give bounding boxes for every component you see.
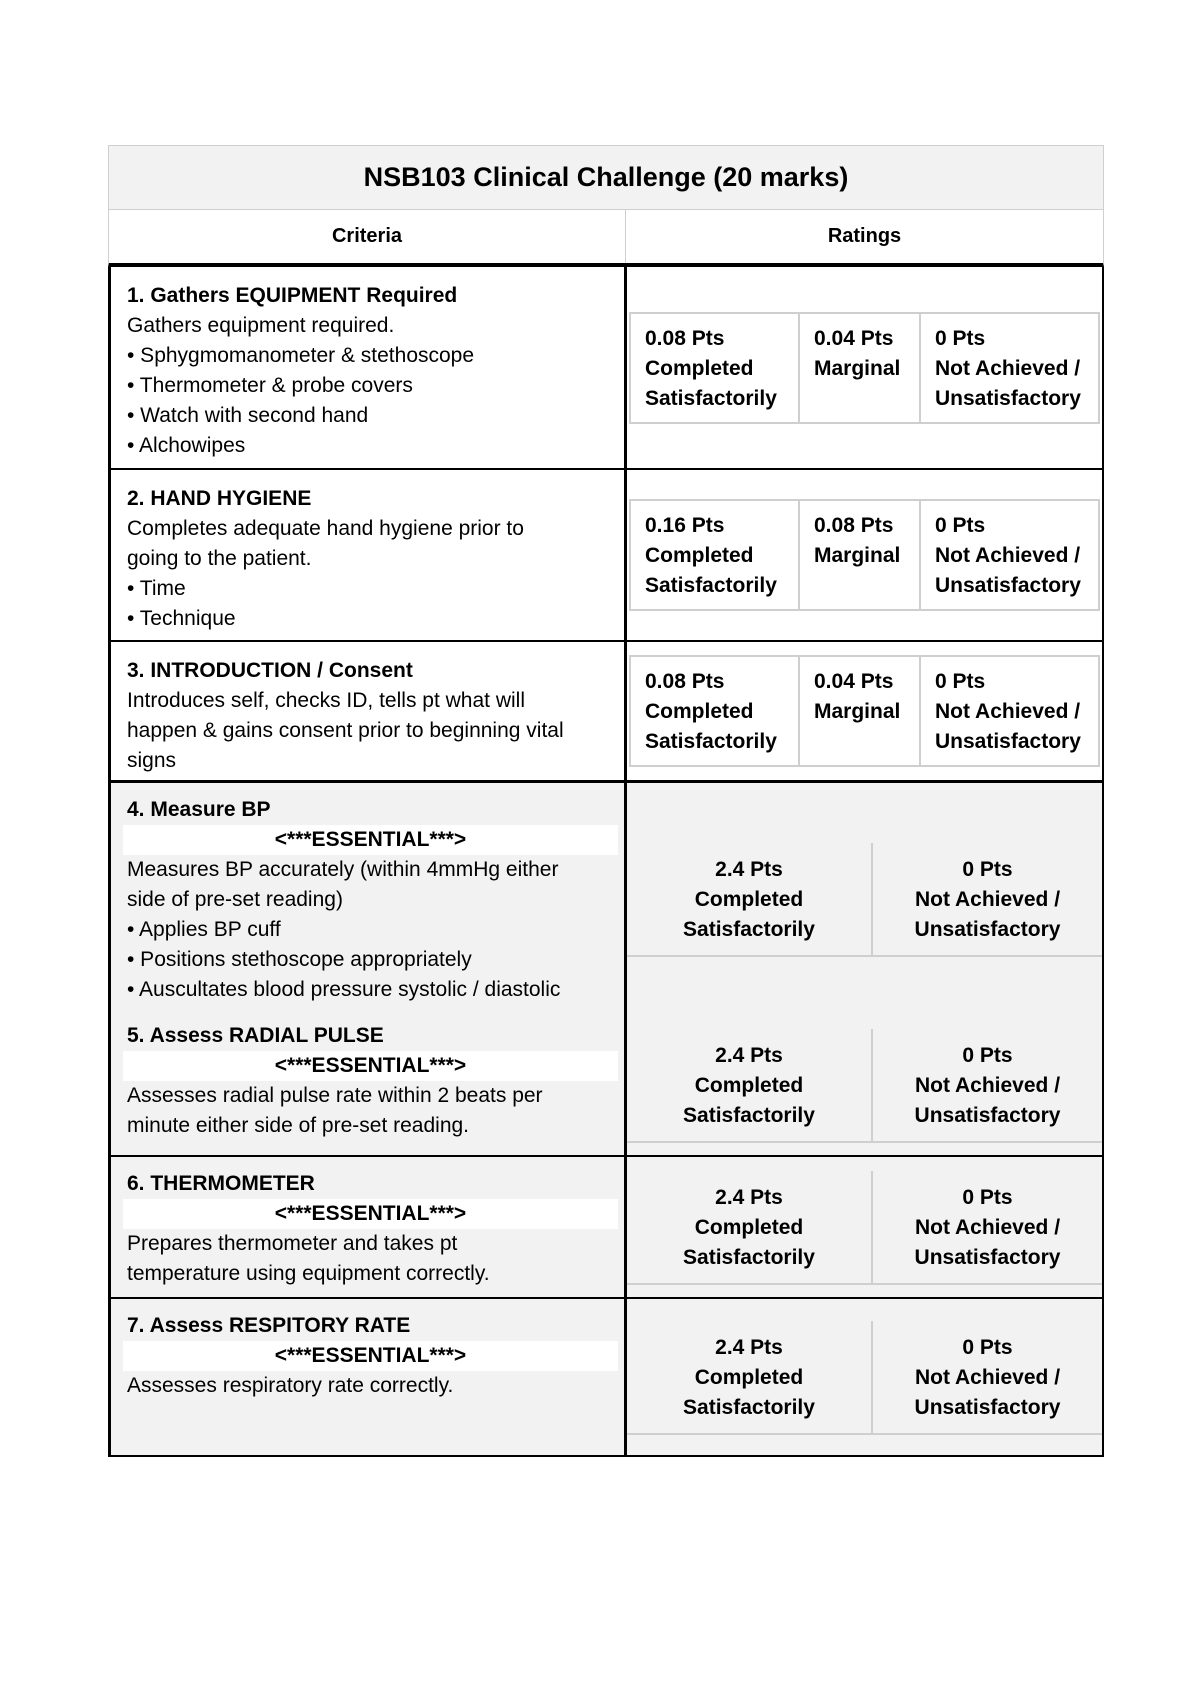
rating-option xyxy=(800,657,921,765)
rating-label: Satisfactorily xyxy=(683,1396,815,1419)
rating-label: Unsatisfactory xyxy=(914,1104,1061,1127)
rating-label: Satisfactorily xyxy=(645,730,777,753)
ratings-header: Ratings xyxy=(827,225,902,247)
rating-cells xyxy=(627,470,1102,640)
rating-points: 0 Pts xyxy=(962,858,1013,881)
rating-label: Unsatisfactory xyxy=(935,574,1081,597)
criterion-row-2 xyxy=(108,470,1104,642)
rating-label: Not Achieved / xyxy=(914,1216,1061,1239)
criterion-line: • Thermometer & probe covers xyxy=(127,374,413,397)
criterion-name: 5. Assess RADIAL PULSE xyxy=(127,1024,384,1047)
rating-option xyxy=(631,657,800,765)
criterion-line: • Auscultates blood pressure systolic / diastolic xyxy=(127,978,561,1001)
rating-label: Completed xyxy=(645,544,754,567)
rating-points: 2.4 Pts xyxy=(715,1186,783,1209)
criterion-line: Assesses respiratory rate correctly. xyxy=(127,1374,454,1397)
rating-points: 0 Pts xyxy=(962,1336,1013,1359)
rating-label: Marginal xyxy=(814,356,901,380)
criterion-text xyxy=(111,1299,627,1455)
criterion-name: 2. HAND HYGIENE xyxy=(127,487,312,510)
rating-label: Completed xyxy=(694,1216,804,1239)
rating-label: Not Achieved / xyxy=(914,1366,1061,1389)
rating-group xyxy=(627,1029,1102,1143)
criterion-text xyxy=(111,267,627,468)
rating-option xyxy=(800,314,921,422)
rating-label: Satisfactorily xyxy=(683,1104,815,1127)
rating-label: Not Achieved / xyxy=(914,888,1061,911)
rating-label: Unsatisfactory xyxy=(914,918,1061,941)
rating-cells xyxy=(627,783,1102,1155)
criterion-name: 1. Gathers EQUIPMENT Required xyxy=(127,284,458,307)
rating-cells xyxy=(627,267,1102,468)
rating-option xyxy=(627,1321,873,1433)
rating-option xyxy=(921,501,1098,609)
rating-points: 0.04 Pts xyxy=(814,326,894,350)
criterion-row-3 xyxy=(108,642,1104,783)
criterion-name: 4. Measure BP xyxy=(127,798,271,821)
criterion-name: 6. THERMOMETER xyxy=(127,1172,315,1195)
rating-label: Not Achieved / xyxy=(935,544,1081,567)
criterion-line: Introduces self, checks ID, tells pt what will xyxy=(127,689,525,712)
rating-points: 2.4 Pts xyxy=(715,1044,783,1067)
rating-label: Marginal xyxy=(814,544,901,567)
criterion-name: 3. INTRODUCTION / Consent xyxy=(127,659,413,682)
rating-option xyxy=(873,1321,1102,1433)
criterion-name: 7. Assess RESPITORY RATE xyxy=(127,1314,411,1337)
criterion-line: Gathers equipment required. xyxy=(127,314,395,337)
rating-label: Completed xyxy=(694,1074,804,1097)
rating-label: Not Achieved / xyxy=(914,1074,1061,1097)
essential-marker: <***ESSENTIAL***> xyxy=(123,825,618,855)
rating-option xyxy=(873,1029,1102,1141)
criteria-header: Criteria xyxy=(109,210,626,263)
rating-group xyxy=(627,1321,1102,1435)
rating-option xyxy=(921,657,1098,765)
criterion-line: Prepares thermometer and takes pt xyxy=(127,1232,458,1255)
rating-label: Unsatisfactory xyxy=(914,1396,1061,1419)
rating-points: 0.04 Pts xyxy=(814,670,894,693)
rating-points: 0 Pts xyxy=(935,514,986,537)
rating-points: 0 Pts xyxy=(935,326,986,350)
essential-marker: <***ESSENTIAL***> xyxy=(123,1341,618,1371)
rubric-title: NSB103 Clinical Challenge (20 marks) xyxy=(108,145,1104,210)
criterion-text xyxy=(111,783,627,1155)
criterion-line: • Positions stethoscope appropriately xyxy=(127,948,472,971)
rating-option xyxy=(873,1171,1102,1283)
rating-points: 0.08 Pts xyxy=(645,670,725,693)
rating-label: Satisfactorily xyxy=(683,918,815,941)
rating-group xyxy=(629,312,1100,424)
rating-option xyxy=(631,501,800,609)
rating-group xyxy=(627,1171,1102,1285)
rating-cells xyxy=(627,1299,1102,1455)
rating-points: 0 Pts xyxy=(935,670,986,693)
criterion-line: • Time xyxy=(127,577,186,600)
criterion-line: • Alchowipes xyxy=(127,434,246,457)
rating-points: 2.4 Pts xyxy=(715,1336,783,1359)
rating-cells xyxy=(627,1157,1102,1297)
rating-label: Unsatisfactory xyxy=(935,386,1081,410)
criterion-row-1 xyxy=(108,267,1104,470)
rating-label: Unsatisfactory xyxy=(935,730,1081,753)
rating-option xyxy=(627,1029,873,1141)
essential-marker: <***ESSENTIAL***> xyxy=(123,1051,618,1081)
criterion-line: minute either side of pre-set reading. xyxy=(127,1114,470,1137)
rating-option xyxy=(800,501,921,609)
essential-marker: <***ESSENTIAL***> xyxy=(123,1199,618,1229)
rating-label: Not Achieved / xyxy=(935,700,1081,723)
criterion-line: happen & gains consent prior to beginning vital xyxy=(127,719,564,742)
rating-option xyxy=(627,843,873,955)
rubric-table xyxy=(108,145,1104,1457)
rating-option xyxy=(631,314,800,422)
rating-group xyxy=(629,499,1100,611)
criterion-line: temperature using equipment correctly. xyxy=(127,1262,490,1285)
rating-label: Satisfactorily xyxy=(683,1246,815,1269)
rating-label: Not Achieved / xyxy=(935,356,1081,380)
criterion-text xyxy=(111,642,627,780)
rating-points: 0 Pts xyxy=(962,1044,1013,1067)
criterion-line: Measures BP accurately (within 4mmHg either xyxy=(127,858,559,881)
criterion-line: • Applies BP cuff xyxy=(127,918,281,941)
criterion-line: • Watch with second hand xyxy=(127,404,369,427)
rating-option xyxy=(627,1171,873,1283)
rating-label: Unsatisfactory xyxy=(914,1246,1061,1269)
rating-option xyxy=(921,314,1098,422)
rating-label: Completed xyxy=(694,1366,804,1389)
rating-points: 0 Pts xyxy=(962,1186,1013,1209)
criterion-line: Completes adequate hand hygiene prior to xyxy=(127,517,524,540)
criterion-row-6 xyxy=(108,1157,1104,1299)
rating-group xyxy=(629,655,1100,767)
criterion-line: going to the patient. xyxy=(127,547,312,570)
rating-label: Marginal xyxy=(814,700,901,723)
criterion-row-7 xyxy=(108,1299,1104,1457)
criterion-line: Assesses radial pulse rate within 2 beats per xyxy=(127,1084,543,1107)
rating-points: 0.08 Pts xyxy=(814,514,894,537)
rating-label: Completed xyxy=(645,700,754,723)
rating-points: 0.16 Pts xyxy=(645,514,725,537)
rating-label: Satisfactorily xyxy=(645,574,777,597)
criterion-text xyxy=(111,1157,627,1297)
criterion-line: • Sphygmomanometer & stethoscope xyxy=(127,344,475,367)
rating-label: Completed xyxy=(694,888,804,911)
rating-points: 0.08 Pts xyxy=(645,326,725,350)
criterion-line: signs xyxy=(127,749,177,772)
rating-group xyxy=(627,843,1102,957)
rating-cells xyxy=(627,642,1102,780)
rating-option xyxy=(873,843,1102,955)
criterion-text xyxy=(111,470,627,640)
criterion-row-4-5 xyxy=(108,783,1104,1157)
rating-points: 2.4 Pts xyxy=(715,858,783,881)
criterion-line: • Technique xyxy=(127,607,236,630)
table-header xyxy=(108,210,1104,267)
rating-label: Completed xyxy=(645,356,754,380)
rating-label: Satisfactorily xyxy=(645,386,777,410)
criterion-line: side of pre-set reading) xyxy=(127,888,343,911)
